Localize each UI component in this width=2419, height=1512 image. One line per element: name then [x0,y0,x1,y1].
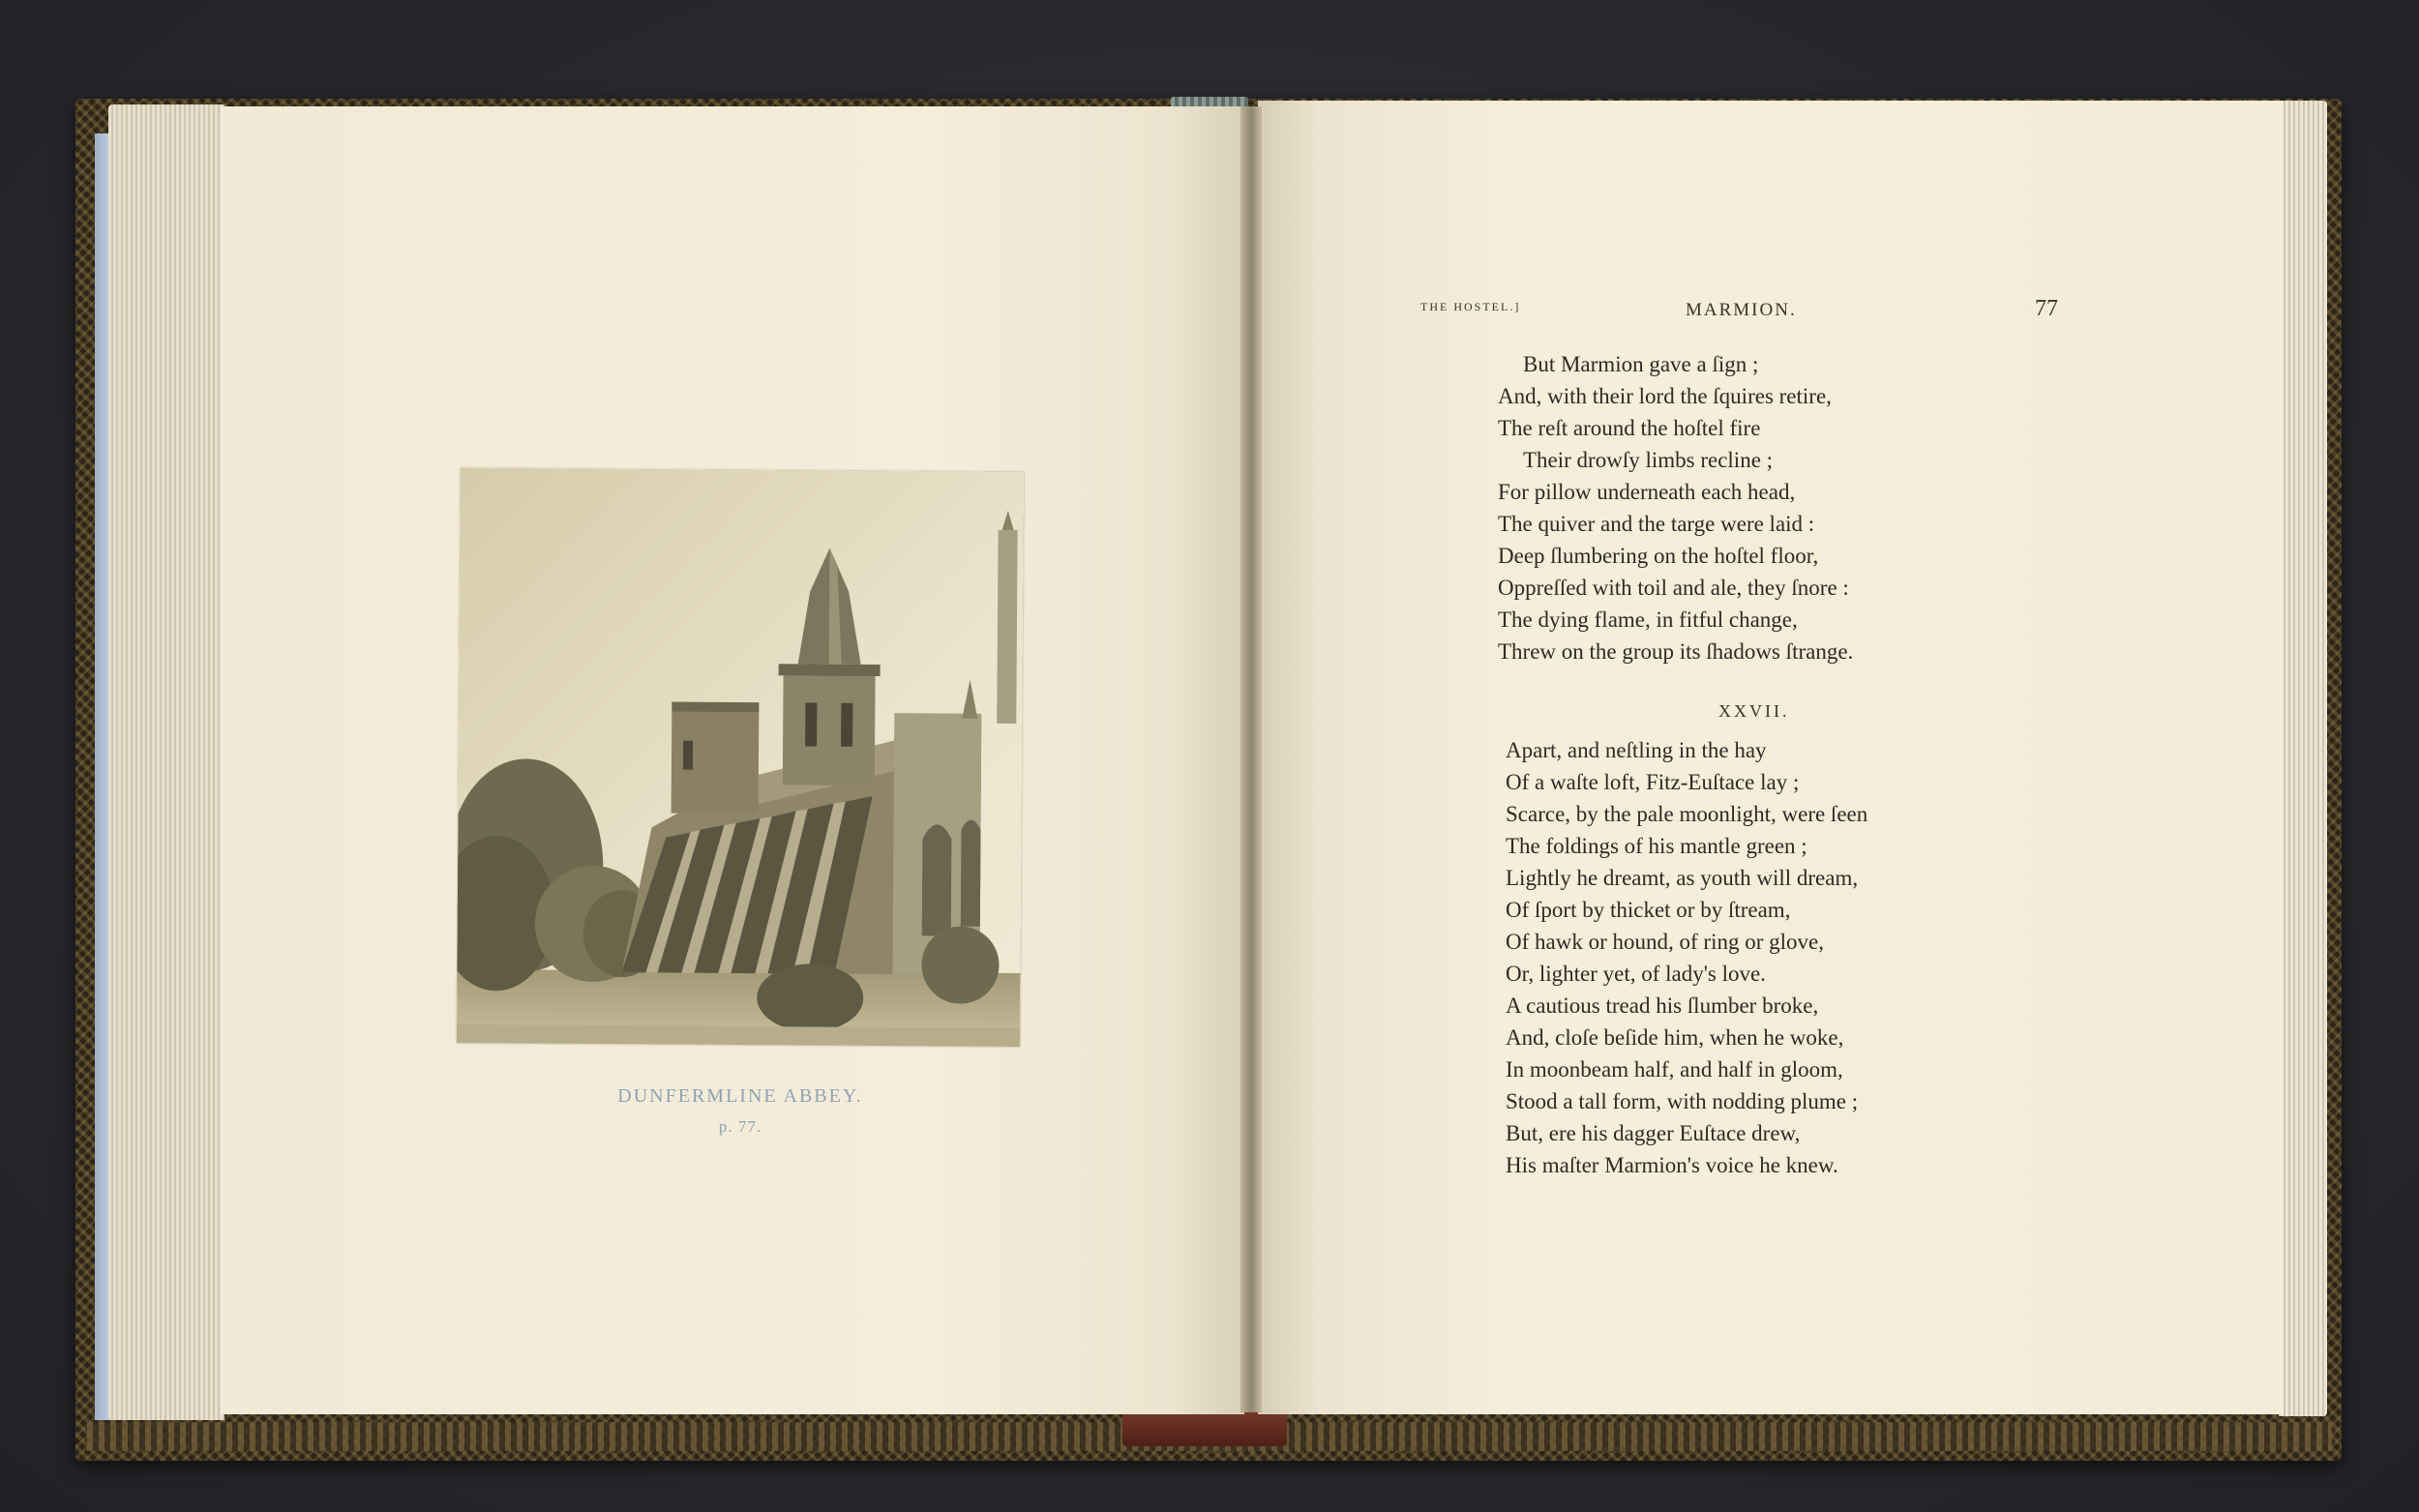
verse-line: Of ſport by thicket or by ſtream, [1506,898,1791,922]
photo-caption-page-ref: p. 77. [718,1117,762,1136]
verse-line: But Marmion gave a ſign ; [1523,352,1759,376]
verse-line: The foldings of his mantle green ; [1506,834,1807,858]
verse-line: The dying flame, in fitful change, [1498,608,1798,632]
verse-line: And, with their lord the ſquires retire, [1498,384,1832,408]
verse-line: For pillow underneath each head, [1498,480,1796,504]
verse-line: Or, lighter yet, of lady's love. [1506,962,1766,986]
verse-line: And, cloſe beſide him, when he woke, [1506,1025,1844,1050]
verse-line: Of a waſte loft, Fitz-Euſtace lay ; [1506,770,1800,794]
book-gutter [1240,106,1262,1412]
verse-line: A cautious tread his ſlumber broke, [1506,993,1819,1018]
verse-line: His maſter Marmion's voice he knew. [1506,1153,1838,1177]
running-head-section: THE HOSTEL.] [1420,300,1521,313]
verse-line: Scarce, by the pale moonlight, were ſeen [1506,802,1868,826]
page-number: 77 [2035,296,2058,321]
verse-line: Deep ſlumbering on the hoſtel floor, [1498,544,1819,568]
section-number: XXVII. [1718,701,1790,721]
verse-line: Threw on the group its ſhadows ſtrange. [1498,639,1854,664]
verse-line: Lightly he dreamt, as youth will dream, [1506,866,1859,890]
verse-line: The quiver and the targe were laid : [1498,512,1815,536]
verse-line: Of hawk or hound, of ring or glove, [1506,930,1824,954]
running-head-title: MARMION. [1686,300,1797,320]
left-page-stack [108,104,224,1420]
stanza-one [1498,348,1853,667]
right-page-stack [2279,101,2327,1416]
dunfermline-abbey-photograph-icon [457,468,1024,1047]
verse-line: Stood a tall form, with nodding plume ; [1506,1089,1859,1113]
stanza-two [1506,734,1867,1181]
verse-line: But, ere his dagger Euſtace drew, [1506,1121,1801,1145]
photo-caption-title: DUNFERMLINE ABBEY. [617,1085,863,1107]
verse-line: Oppreſſed with toil and ale, they ſnore : [1498,576,1849,600]
verse-line: Their drowſy limbs recline ; [1523,448,1774,472]
verse-line: The reſt around the hoſtel fire [1498,416,1761,440]
verse-line: Apart, and neſtling in the hay [1506,738,1767,762]
verse-line: In moonbeam half, and half in gloom, [1506,1057,1843,1082]
